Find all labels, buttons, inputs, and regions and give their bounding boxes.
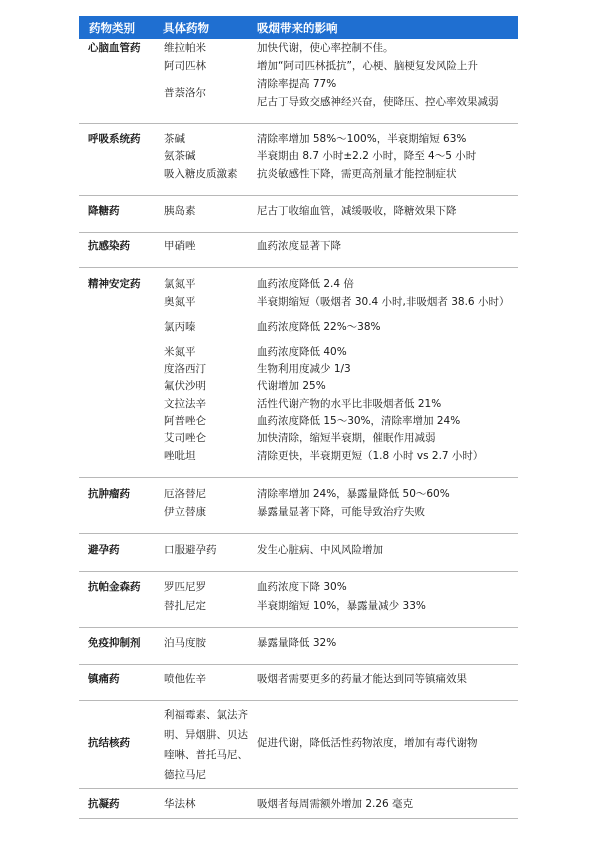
drug-cell: 阿普唑仑 — [164, 415, 206, 427]
row-divider — [79, 818, 518, 819]
header-smoking-effect: 吸烟带来的影响 — [257, 21, 338, 35]
drug-cell: 口服避孕药 — [164, 544, 217, 556]
header-specific-drug: 具体药物 — [163, 21, 209, 35]
effect-cell: 加快清除，缩短半衰期，催眠作用减弱 — [257, 432, 436, 444]
effect-cell: 清除率增加 24%，暴露量降低 50～60% — [257, 488, 450, 500]
drug-cell: 文拉法辛 — [164, 398, 206, 410]
drug-cell: 氨茶碱 — [164, 150, 196, 162]
effect-cell: 尼古丁收缩血管，减缓吸收，降糖效果下降 — [257, 205, 457, 217]
category-analgesic: 镇痛药 — [88, 673, 120, 685]
drug-cell: 泊马度胺 — [164, 637, 206, 649]
effect-cell: 血药浓度降低 2.4 倍 — [257, 278, 354, 290]
effect-cell: 血药浓度降低 22%～38% — [257, 321, 381, 333]
drug-cell: 伊立替康 — [164, 506, 206, 518]
drug-cell: 厄洛替尼 — [164, 488, 206, 500]
drug-cell: 替扎尼定 — [164, 600, 206, 612]
drug-cell: 阿司匹林 — [164, 60, 206, 72]
category-antiparkinson: 抗帕金森药 — [88, 581, 141, 593]
row-divider — [79, 477, 518, 478]
effect-cell: 暴露量降低 32% — [257, 637, 337, 649]
effect-cell: 吸烟者需要更多的药量才能达到同等镇痛效果 — [257, 673, 467, 685]
row-divider — [79, 533, 518, 534]
drug-cell: 艾司唑仑 — [164, 432, 206, 444]
effect-cell: 增加“阿司匹林抵抗”，心梗、脑梗复发风险上升 — [257, 60, 478, 72]
effect-cell: 血药浓度降低 40% — [257, 346, 347, 358]
drug-cell: 唑吡坦 — [164, 450, 196, 462]
drug-smoking-table — [79, 16, 518, 810]
effect-cell: 促进代谢，降低活性药物浓度，增加有毒代谢物 — [257, 737, 478, 749]
row-divider — [79, 232, 518, 233]
drug-cell: 度洛西汀 — [164, 363, 206, 375]
category-antituberculosis: 抗结核药 — [88, 737, 130, 749]
effect-cell: 血药浓度降低 15～30%，清除率增加 24% — [257, 415, 461, 427]
drug-cell: 罗匹尼罗 — [164, 581, 206, 593]
drug-cell: 维拉帕米 — [164, 42, 206, 54]
effect-cell: 血药浓度显著下降 — [257, 240, 341, 252]
effect-cell: 清除更快，半衰期更短（1.8 小时 vs 2.7 小时） — [257, 450, 484, 462]
drug-cell: 奥氮平 — [164, 296, 196, 308]
effect-cell: 清除率增加 58%～100%，半衰期缩短 63% — [257, 133, 467, 145]
effect-cell: 发生心脏病、中风风险增加 — [257, 544, 383, 556]
row-divider — [79, 571, 518, 572]
effect-cell: 加快代谢，使心率控制不佳。 — [257, 42, 394, 54]
effect-cell: 半衰期由 8.7 小时±2.2 小时，降至 4～5 小时 — [257, 150, 477, 162]
drug-cell: 喷他佐辛 — [164, 673, 206, 685]
drug-cell: 吸入糖皮质激素 — [164, 168, 238, 180]
drug-cell: 普萘洛尔 — [164, 87, 206, 99]
effect-cell: 尼古丁导致交感神经兴奋，使降压、控心率效果减弱 — [257, 96, 499, 108]
drug-cell: 氯丙嗪 — [164, 321, 196, 333]
row-divider — [79, 627, 518, 628]
effect-cell: 血药浓度下降 30% — [257, 581, 347, 593]
effect-cell: 暴露量显著下降，可能导致治疗失败 — [257, 506, 425, 518]
effect-cell: 生物利用度减少 1/3 — [257, 363, 351, 375]
row-divider — [79, 267, 518, 268]
effect-cell: 半衰期缩短（吸烟者 30.4 小时,非吸烟者 38.6 小时） — [257, 296, 510, 308]
row-divider — [79, 123, 518, 124]
category-anti-infective: 抗感染药 — [88, 240, 130, 252]
drug-cell: 氯氮平 — [164, 278, 196, 290]
table-header — [79, 16, 518, 39]
drug-cell: 华法林 — [164, 798, 196, 810]
category-antidiabetic: 降糖药 — [88, 205, 120, 217]
drug-cell: 甲硝唑 — [164, 240, 196, 252]
drug-cell: 氟伏沙明 — [164, 380, 206, 392]
effect-cell: 活性代谢产物的水平比非吸烟者低 21% — [257, 398, 442, 410]
header-drug-class: 药物类别 — [89, 21, 135, 35]
category-cardio: 心脑血管药 — [88, 42, 141, 54]
drug-cell: 利福霉素、氯法齐明、异烟肼、贝达喹啉、普托马尼、德拉马尼 — [164, 709, 248, 781]
category-contraceptive: 避孕药 — [88, 544, 120, 556]
effect-cell: 代谢增加 25% — [257, 380, 326, 392]
category-anticoagulant: 抗凝药 — [88, 798, 120, 810]
effect-cell: 清除率提高 77% — [257, 78, 337, 90]
effect-cell: 半衰期缩短 10%，暴露量减少 33% — [257, 600, 426, 612]
drug-cell: 胰岛素 — [164, 205, 196, 217]
category-respiratory: 呼吸系统药 — [88, 133, 141, 145]
effect-cell: 吸烟者每周需额外增加 2.26 毫克 — [257, 798, 414, 810]
row-divider — [79, 195, 518, 196]
drug-cell: 茶碱 — [164, 133, 185, 145]
category-immunosuppressant: 免疫抑制剂 — [88, 637, 141, 649]
row-divider — [79, 788, 518, 789]
row-divider — [79, 664, 518, 665]
category-psychiatric: 精神安定药 — [88, 278, 141, 290]
category-antitumor: 抗肿瘤药 — [88, 488, 130, 500]
row-divider — [79, 700, 518, 701]
effect-cell: 抗炎敏感性下降，需更高剂量才能控制症状 — [257, 168, 457, 180]
drug-cell: 米氮平 — [164, 346, 196, 358]
